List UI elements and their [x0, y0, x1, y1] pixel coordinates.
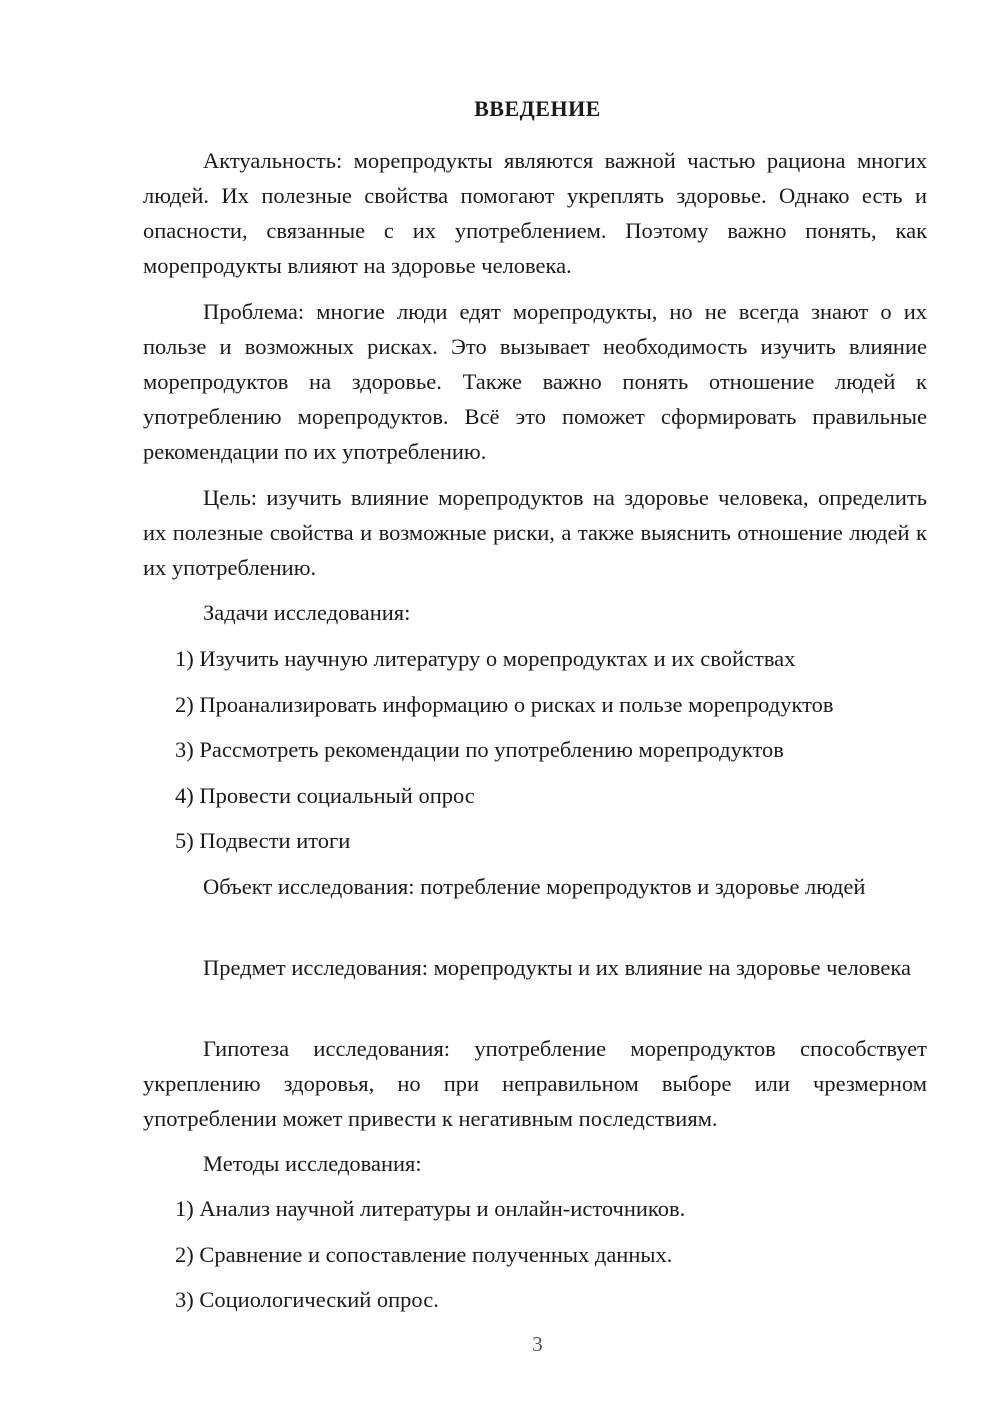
paragraph-goal: Цель: изучить влияние морепродуктов на здоровье человека, определить их полезные свойства и возможные риски, а также выяснить отношение людей к их употреблению.	[143, 485, 927, 580]
page-number: 3	[532, 1332, 543, 1356]
paragraph-relevance: Актуальность: морепродукты являются важной частью рациона многих людей. Их полезные свойства помогают укреплять здоровье. Однако есть и опасности, связанные с их употреблением. Поэтому важно понять, как морепродукты влияют на здоровье человека.	[143, 148, 927, 278]
section-title: ВВЕДЕНИЕ	[474, 96, 601, 121]
paragraph-problem: Проблема: многие люди едят морепродукты, но не всегда знают о их пользе и возможных рисках. Это вызывает необходимость изучить влияние морепродуктов на здоровье. Также важно понять отношение людей к употреблению морепродуктов. Всё это поможет сформировать правильные рекомендации по их употреблению.	[143, 299, 927, 464]
task-item-2: 2) Проанализировать информацию о рисках и пользе морепродуктов	[175, 692, 834, 717]
paragraph-hypothesis: Гипотеза исследования: употребление морепродуктов способствует укреплению здоровья, но при неправильном выборе или чрезмерном употреблении может привести к негативным последствиям.	[143, 1036, 927, 1131]
tasks-heading: Задачи исследования:	[203, 600, 411, 625]
paragraph-subject: Предмет исследования: морепродукты и их влияние на здоровье человека	[203, 955, 911, 980]
task-item-4: 4) Провести социальный опрос	[175, 783, 475, 808]
method-item-1: 1) Анализ научной литературы и онлайн-источников.	[175, 1196, 686, 1221]
paragraph-object: Объект исследования: потребление морепродуктов и здоровье людей	[203, 874, 866, 899]
task-item-3: 3) Рассмотреть рекомендации по употреблению морепродуктов	[175, 737, 784, 762]
method-item-3: 3) Социологический опрос.	[175, 1287, 439, 1312]
task-item-1: 1) Изучить научную литературу о морепродуктах и их свойствах	[175, 646, 796, 671]
methods-heading: Методы исследования:	[203, 1151, 422, 1176]
method-item-2: 2) Сравнение и сопоставление полученных данных.	[175, 1242, 673, 1267]
task-item-5: 5) Подвести итоги	[175, 828, 351, 853]
